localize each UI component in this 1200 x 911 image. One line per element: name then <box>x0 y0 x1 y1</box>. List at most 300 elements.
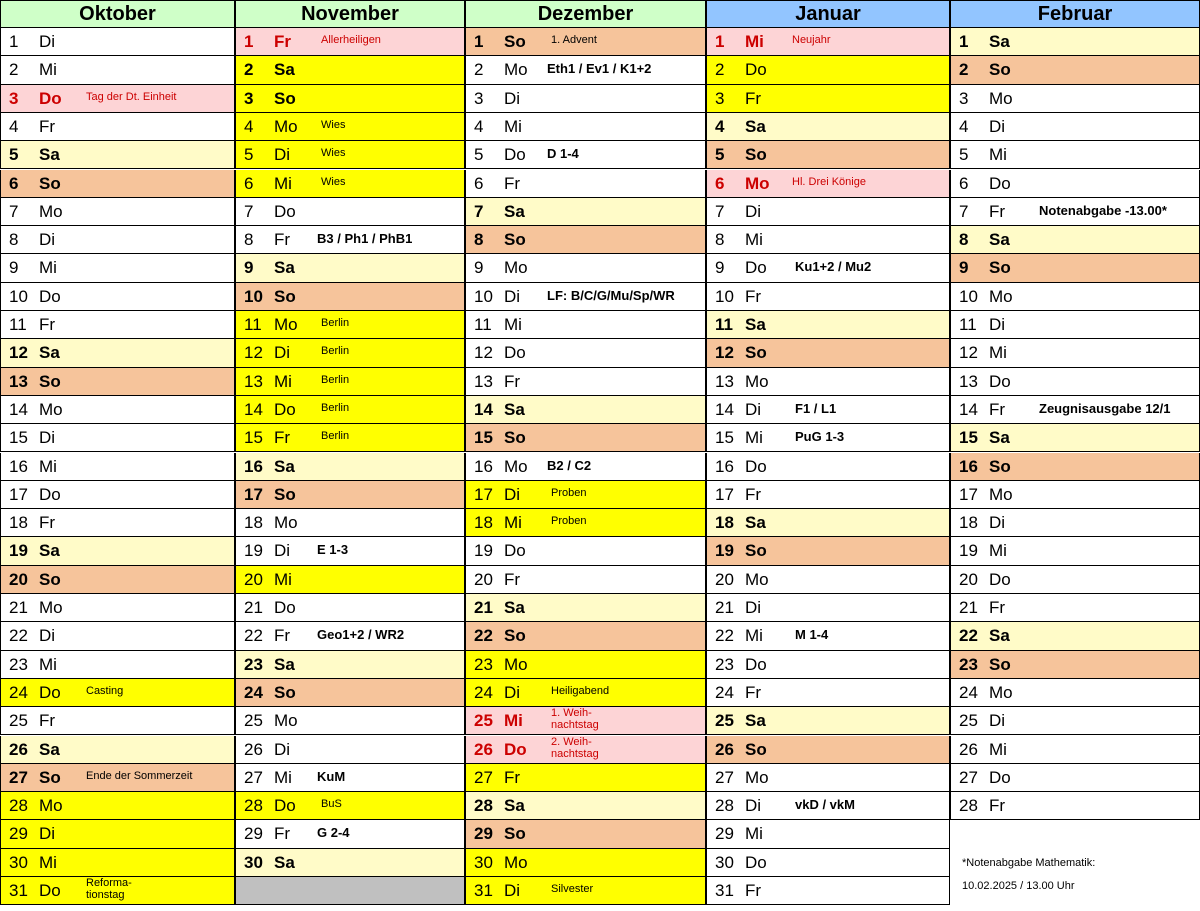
weekday-label: Mi <box>274 173 292 193</box>
day-cell <box>950 679 1200 707</box>
day-cell <box>465 396 706 424</box>
day-number: 29 <box>715 824 734 844</box>
weekday-label: Mi <box>504 711 523 731</box>
weekday-label: Sa <box>274 60 295 80</box>
day-cell <box>706 85 950 113</box>
day-number: 14 <box>474 399 493 419</box>
day-number: 22 <box>474 626 493 646</box>
day-cell <box>465 651 706 679</box>
weekday-label: Fr <box>989 399 1006 419</box>
day-cell <box>235 877 465 905</box>
weekday-label: Mo <box>989 682 1013 702</box>
weekday-label: Di <box>504 682 521 702</box>
day-number: 19 <box>474 541 493 561</box>
day-number: 20 <box>244 569 263 589</box>
day-cell <box>706 792 950 820</box>
day-number: 8 <box>9 230 19 250</box>
weekday-label: Mi <box>745 428 763 448</box>
weekday-label: Do <box>745 654 767 674</box>
day-number: 12 <box>474 343 493 363</box>
day-cell <box>0 622 235 650</box>
day-number: 8 <box>244 230 254 250</box>
day-note: Reforma- tionstag <box>86 877 132 901</box>
day-number: 21 <box>959 598 978 617</box>
day-cell <box>0 170 235 198</box>
weekday-label: Mo <box>504 852 528 872</box>
day-cell <box>465 877 706 905</box>
weekday-label: So <box>989 60 1011 80</box>
day-number: 13 <box>959 371 978 391</box>
weekday-label: Sa <box>39 739 60 759</box>
day-cell <box>0 85 235 113</box>
day-number: 29 <box>244 824 263 844</box>
day-cell <box>235 707 465 735</box>
day-cell <box>950 85 1200 113</box>
weekday-label: Do <box>274 796 296 816</box>
weekday-label: Do <box>39 484 61 504</box>
weekday-label: Fr <box>989 796 1006 816</box>
weekday-label: Do <box>39 88 62 108</box>
weekday-label: Fr <box>504 569 521 589</box>
day-number: 7 <box>959 201 969 221</box>
day-number: 10 <box>715 286 734 306</box>
day-number: 5 <box>959 145 969 165</box>
weekday-label: Di <box>39 626 56 646</box>
weekday-label: Mo <box>504 654 528 674</box>
weekday-label: Di <box>504 484 521 504</box>
weekday-label: Sa <box>504 796 525 816</box>
day-cell <box>0 820 235 848</box>
weekday-label: Mi <box>504 513 522 533</box>
day-cell <box>0 566 235 594</box>
day-cell <box>950 792 1200 820</box>
weekday-label: Fr <box>989 201 1006 221</box>
day-cell <box>235 283 465 311</box>
day-number: 30 <box>9 852 28 872</box>
day-number: 17 <box>474 484 493 504</box>
weekday-label: Mi <box>274 371 292 391</box>
exam-event: Ku1+2 / Mu2 <box>795 259 872 275</box>
weekday-label: Di <box>39 230 56 250</box>
day-note: Tag der Dt. Einheit <box>86 90 177 103</box>
day-cell <box>465 707 706 735</box>
day-number: 10 <box>959 286 978 306</box>
day-cell <box>950 622 1200 650</box>
day-cell <box>235 424 465 452</box>
weekday-label: Mo <box>989 484 1013 504</box>
day-number: 13 <box>9 371 28 391</box>
day-cell <box>465 481 706 509</box>
day-cell <box>706 226 950 254</box>
day-number: 29 <box>474 824 493 844</box>
day-number: 25 <box>244 711 263 731</box>
weekday-label: Di <box>989 116 1006 136</box>
weekday-label: Di <box>39 32 56 51</box>
day-number: 16 <box>474 456 493 476</box>
day-cell <box>706 396 950 424</box>
day-number: 3 <box>959 88 969 108</box>
day-cell <box>465 85 706 113</box>
weekday-label: Do <box>504 739 527 759</box>
day-cell <box>465 368 706 396</box>
footnote-line-2: 10.02.2025 / 13.00 Uhr <box>962 880 1075 892</box>
day-number: 21 <box>474 598 493 617</box>
day-cell <box>0 537 235 565</box>
day-cell <box>235 368 465 396</box>
day-number: 5 <box>9 145 19 165</box>
day-number: 4 <box>9 116 19 136</box>
weekday-label: Sa <box>39 343 60 363</box>
day-number: 26 <box>244 739 263 759</box>
weekday-label: Sa <box>504 399 525 419</box>
day-cell <box>0 651 235 679</box>
day-number: 25 <box>9 711 28 731</box>
month-header: November <box>235 0 465 28</box>
day-note: Heiligabend <box>551 684 610 697</box>
day-number: 25 <box>959 711 978 731</box>
day-number: 14 <box>959 399 978 419</box>
weekday-label: So <box>504 32 526 51</box>
day-number: 12 <box>959 343 978 363</box>
weekday-label: Sa <box>274 456 295 476</box>
day-number: 25 <box>715 711 734 731</box>
exam-event: Eth1 / Ev1 / K1+2 <box>547 61 652 77</box>
weekday-label: Do <box>745 852 767 872</box>
day-note: Ende der Sommerzeit <box>86 769 193 782</box>
day-number: 29 <box>9 824 28 844</box>
day-note: Berlin <box>321 345 350 358</box>
day-cell <box>235 28 465 56</box>
day-note: Allerheiligen <box>321 34 381 46</box>
day-number: 5 <box>244 145 254 165</box>
exam-event: Notenabgabe -13.00* <box>1039 202 1167 218</box>
weekday-label: Do <box>989 767 1011 787</box>
weekday-label: Do <box>39 682 61 702</box>
day-number: 30 <box>244 852 263 872</box>
day-number: 23 <box>959 654 978 674</box>
day-cell <box>950 594 1200 622</box>
day-cell <box>0 198 235 226</box>
day-number: 28 <box>959 796 978 816</box>
weekday-label: So <box>39 173 61 193</box>
day-number: 7 <box>474 201 484 221</box>
exam-event: Zeugnisausgabe 12/1 <box>1039 400 1171 416</box>
day-number: 26 <box>959 739 978 759</box>
day-number: 23 <box>9 654 28 674</box>
day-number: 31 <box>474 881 493 900</box>
day-cell <box>465 764 706 792</box>
day-cell <box>465 254 706 282</box>
day-number: 16 <box>715 456 734 476</box>
weekday-label: Mi <box>39 456 57 476</box>
day-number: 3 <box>244 88 254 108</box>
day-cell <box>950 368 1200 396</box>
exam-event: F1 / L1 <box>795 400 837 416</box>
day-number: 20 <box>715 569 734 589</box>
day-number: 6 <box>474 173 484 193</box>
day-number: 2 <box>9 60 19 80</box>
day-cell <box>465 537 706 565</box>
day-cell <box>0 594 235 622</box>
weekday-label: Di <box>39 428 56 448</box>
weekday-label: Do <box>274 399 296 419</box>
day-cell <box>0 339 235 367</box>
day-number: 28 <box>244 796 263 816</box>
day-number: 22 <box>715 626 734 646</box>
day-number: 14 <box>9 399 28 419</box>
weekday-label: Mi <box>989 541 1007 561</box>
day-cell <box>0 679 235 707</box>
day-number: 22 <box>244 626 263 646</box>
weekday-label: Fr <box>274 32 291 51</box>
day-cell <box>706 170 950 198</box>
weekday-label: Fr <box>274 824 291 844</box>
weekday-label: Mo <box>274 315 298 334</box>
day-number: 11 <box>715 315 733 334</box>
day-cell <box>0 736 235 764</box>
day-cell <box>706 622 950 650</box>
day-note: 2. Weih- nachtstag <box>551 735 599 760</box>
day-number: 5 <box>715 145 725 165</box>
day-number: 12 <box>715 343 734 363</box>
exam-event: KuM <box>317 768 346 784</box>
day-number: 18 <box>959 513 978 533</box>
day-number: 9 <box>244 258 254 278</box>
weekday-label: Sa <box>745 116 766 136</box>
weekday-label: Mo <box>504 456 528 476</box>
day-cell <box>235 849 465 877</box>
day-cell <box>706 368 950 396</box>
weekday-label: Di <box>274 145 291 165</box>
weekday-label: Do <box>989 569 1011 589</box>
weekday-label: Fr <box>745 88 762 108</box>
day-number: 11 <box>474 315 492 334</box>
day-number: 17 <box>244 484 263 504</box>
day-number: 13 <box>474 371 493 391</box>
day-number: 28 <box>474 796 493 816</box>
day-number: 25 <box>474 711 493 731</box>
day-cell <box>706 453 950 481</box>
day-number: 13 <box>244 371 263 391</box>
day-number: 11 <box>244 315 262 334</box>
day-cell <box>706 113 950 141</box>
day-number: 15 <box>715 428 734 448</box>
weekday-label: So <box>39 569 61 589</box>
weekday-label: Fr <box>39 711 56 731</box>
day-number: 3 <box>715 88 725 108</box>
weekday-label: Mi <box>745 230 763 250</box>
footnote-line-1: *Notenabgabe Mathematik: <box>962 857 1096 869</box>
weekday-label: Mi <box>39 258 57 278</box>
day-note: Berlin <box>321 373 350 386</box>
day-cell <box>950 537 1200 565</box>
day-number: 14 <box>244 399 263 419</box>
weekday-label: Mo <box>989 286 1013 306</box>
day-number: 9 <box>959 258 969 278</box>
weekday-label: Do <box>745 258 767 278</box>
weekday-label: Fr <box>39 513 56 533</box>
weekday-label: Mi <box>39 852 57 872</box>
day-cell <box>235 679 465 707</box>
day-cell <box>465 311 706 339</box>
weekday-label: Mo <box>39 598 63 617</box>
day-number: 23 <box>244 654 263 674</box>
day-cell <box>950 453 1200 481</box>
day-cell <box>706 820 950 848</box>
day-number: 7 <box>9 201 19 221</box>
weekday-label: Di <box>274 343 291 363</box>
day-number: 15 <box>9 428 28 448</box>
weekday-label: Sa <box>39 145 60 165</box>
month-column-november <box>235 0 465 911</box>
day-cell <box>235 736 465 764</box>
day-cell <box>0 226 235 254</box>
weekday-label: Sa <box>274 654 295 674</box>
weekday-label: Mo <box>504 258 528 278</box>
day-cell <box>706 339 950 367</box>
weekday-label: Fr <box>745 286 762 306</box>
day-cell <box>235 56 465 84</box>
day-number: 1 <box>9 32 19 51</box>
weekday-label: Sa <box>745 315 766 334</box>
day-cell <box>706 424 950 452</box>
day-cell <box>706 736 950 764</box>
day-cell <box>0 424 235 452</box>
day-cell <box>0 792 235 820</box>
day-cell <box>0 141 235 169</box>
day-number: 26 <box>474 739 493 759</box>
weekday-label: Sa <box>274 258 295 278</box>
day-cell <box>235 113 465 141</box>
weekday-label: Mi <box>745 626 763 646</box>
weekday-label: Mo <box>745 173 770 193</box>
weekday-label: So <box>989 258 1011 278</box>
day-cell <box>0 877 235 905</box>
day-note: Casting <box>86 684 124 697</box>
day-cell <box>465 679 706 707</box>
weekday-label: Mo <box>274 513 298 533</box>
day-number: 8 <box>959 230 969 250</box>
weekday-label: Di <box>504 881 521 900</box>
weekday-label: Do <box>989 371 1011 391</box>
weekday-label: Di <box>39 824 56 844</box>
day-cell <box>235 594 465 622</box>
day-cell <box>706 849 950 877</box>
weekday-label: Mi <box>39 60 57 80</box>
day-cell <box>706 283 950 311</box>
day-cell <box>235 141 465 169</box>
day-note: Proben <box>551 515 587 528</box>
day-number: 6 <box>715 173 725 193</box>
day-number: 19 <box>959 541 978 561</box>
day-number: 26 <box>715 739 734 759</box>
weekday-label: Di <box>989 315 1006 334</box>
day-cell <box>465 339 706 367</box>
day-cell <box>950 141 1200 169</box>
day-number: 2 <box>959 60 969 80</box>
day-cell <box>950 481 1200 509</box>
weekday-label: Mo <box>745 371 769 391</box>
day-number: 3 <box>9 88 19 108</box>
weekday-label: Fr <box>274 626 291 646</box>
day-cell <box>465 792 706 820</box>
day-cell <box>950 56 1200 84</box>
day-number: 11 <box>959 315 977 334</box>
day-number: 17 <box>9 484 28 504</box>
weekday-label: So <box>39 371 61 391</box>
exam-event: B2 / C2 <box>547 457 592 473</box>
day-number: 16 <box>244 456 263 476</box>
day-cell <box>465 594 706 622</box>
weekday-label: Mo <box>274 116 298 136</box>
exam-event: E 1-3 <box>317 542 349 558</box>
day-cell <box>950 226 1200 254</box>
day-cell <box>465 566 706 594</box>
weekday-label: Di <box>745 399 762 419</box>
day-number: 16 <box>959 456 978 476</box>
day-cell <box>465 113 706 141</box>
day-number: 22 <box>9 626 28 646</box>
day-cell <box>235 311 465 339</box>
day-cell <box>235 481 465 509</box>
day-cell <box>235 254 465 282</box>
day-cell <box>950 651 1200 679</box>
day-number: 30 <box>474 852 493 872</box>
day-number: 31 <box>715 881 734 900</box>
weekday-label: Do <box>39 286 61 306</box>
day-cell <box>235 820 465 848</box>
day-number: 27 <box>715 767 734 787</box>
day-cell <box>235 651 465 679</box>
weekday-label: Mi <box>274 767 292 787</box>
weekday-label: Fr <box>504 173 521 193</box>
day-cell <box>465 820 706 848</box>
day-number: 24 <box>244 682 263 702</box>
day-number: 30 <box>715 852 734 872</box>
day-cell <box>706 537 950 565</box>
day-cell <box>0 283 235 311</box>
day-number: 8 <box>715 230 725 250</box>
weekday-label: So <box>504 230 526 250</box>
day-cell <box>465 622 706 650</box>
weekday-label: Sa <box>504 201 525 221</box>
weekday-label: Di <box>745 796 762 816</box>
weekday-label: So <box>274 484 296 504</box>
weekday-label: So <box>274 286 296 306</box>
weekday-label: Di <box>504 88 521 108</box>
weekday-label: Mi <box>504 116 522 136</box>
day-number: 24 <box>474 682 493 702</box>
weekday-label: So <box>989 654 1011 674</box>
day-number: 7 <box>715 201 725 221</box>
day-cell <box>950 113 1200 141</box>
day-cell <box>235 537 465 565</box>
weekday-label: Mi <box>504 315 522 334</box>
day-number: 9 <box>9 258 19 278</box>
day-cell <box>465 226 706 254</box>
day-number: 20 <box>9 569 28 589</box>
day-number: 21 <box>9 598 28 617</box>
day-cell <box>950 198 1200 226</box>
day-number: 19 <box>9 541 28 561</box>
day-cell <box>465 424 706 452</box>
day-note: Berlin <box>321 317 350 329</box>
weekday-label: So <box>274 682 296 702</box>
day-note: Wies <box>321 147 346 160</box>
day-note: Wies <box>321 118 346 131</box>
weekday-label: Do <box>504 343 526 363</box>
day-number: 26 <box>9 739 28 759</box>
